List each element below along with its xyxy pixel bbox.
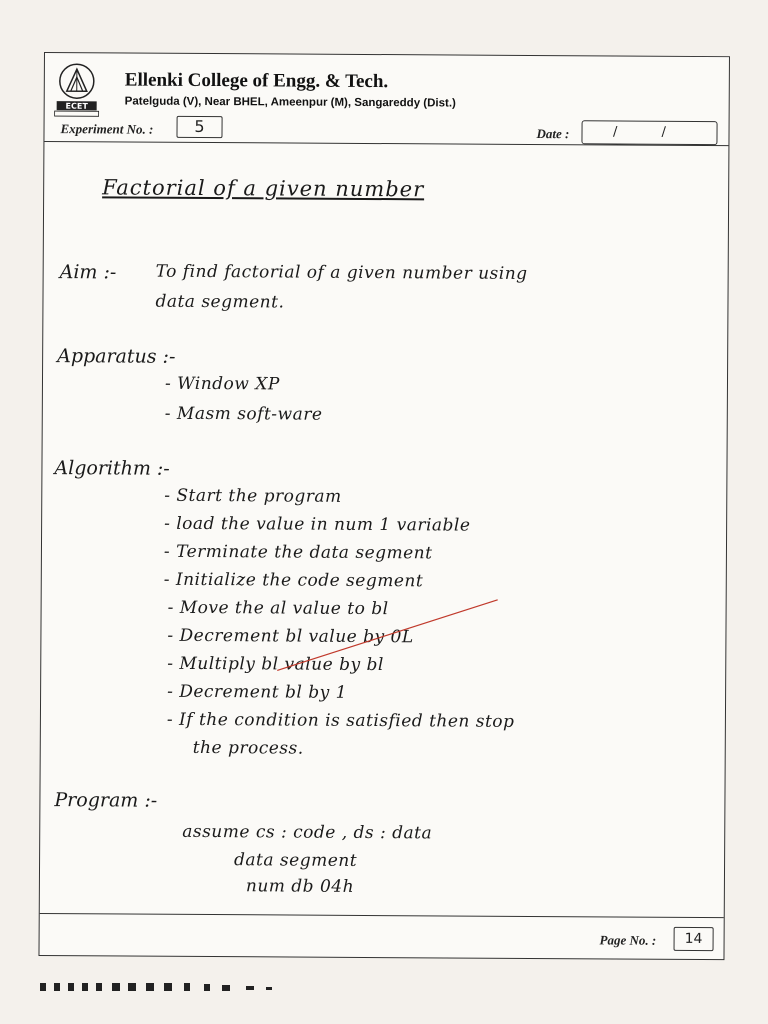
program-heading: Program :- xyxy=(54,789,158,812)
footer-divider xyxy=(40,913,724,918)
college-address: Patelguda (V), Near BHEL, Ameenpur (M), Sangareddy (Dist.) xyxy=(124,95,456,110)
binding-edge-marks xyxy=(0,982,768,992)
apparatus-item: - Window XP xyxy=(164,373,280,395)
algorithm-step: - load the value in num 1 variable xyxy=(164,513,471,536)
college-header xyxy=(44,53,729,146)
logo-text: ECET xyxy=(65,101,88,111)
algorithm-step: - Initialize the code segment xyxy=(163,569,424,592)
apparatus-item: - Masm soft-ware xyxy=(164,403,323,425)
experiment-number: 5 xyxy=(176,116,222,138)
experiment-title: Factorial of a given number xyxy=(102,175,425,202)
algorithm-step: - If the condition is satisfied then stop xyxy=(166,709,515,732)
algorithm-step: - Decrement bl value by 0L xyxy=(167,625,414,648)
algorithm-continuation: the process. xyxy=(192,737,304,759)
algorithm-step: - Decrement bl by 1 xyxy=(167,681,347,703)
college-name: Ellenki College of Engg. & Tech. xyxy=(124,69,389,93)
college-logo xyxy=(53,61,101,117)
date-label: Date : xyxy=(536,126,570,142)
algorithm-step: - Start the program xyxy=(164,485,342,507)
apparatus-heading: Apparatus :- xyxy=(57,345,176,368)
page-label: Page No. : xyxy=(599,932,657,948)
page-number: 14 xyxy=(674,927,714,951)
algorithm-step: - Move the al value to bl xyxy=(167,597,389,620)
program-line: assume cs : code , ds : data xyxy=(182,821,433,844)
red-correction-mark xyxy=(267,594,507,675)
algorithm-heading: Algorithm :- xyxy=(54,457,170,480)
algorithm-step: - Multiply bl value by bl xyxy=(167,653,384,676)
aim-line-2: data segment. xyxy=(155,291,285,313)
record-sheet xyxy=(38,52,730,960)
experiment-label: Experiment No. : xyxy=(60,121,154,137)
algorithm-step: - Terminate the data segment xyxy=(163,541,433,564)
program-line: num db 04h xyxy=(245,876,355,897)
date-field: / / xyxy=(581,120,717,145)
aim-heading: Aim :- xyxy=(59,261,117,284)
aim-line-1: To find factorial of a given number using xyxy=(155,261,528,284)
program-line: data segment xyxy=(234,850,358,871)
